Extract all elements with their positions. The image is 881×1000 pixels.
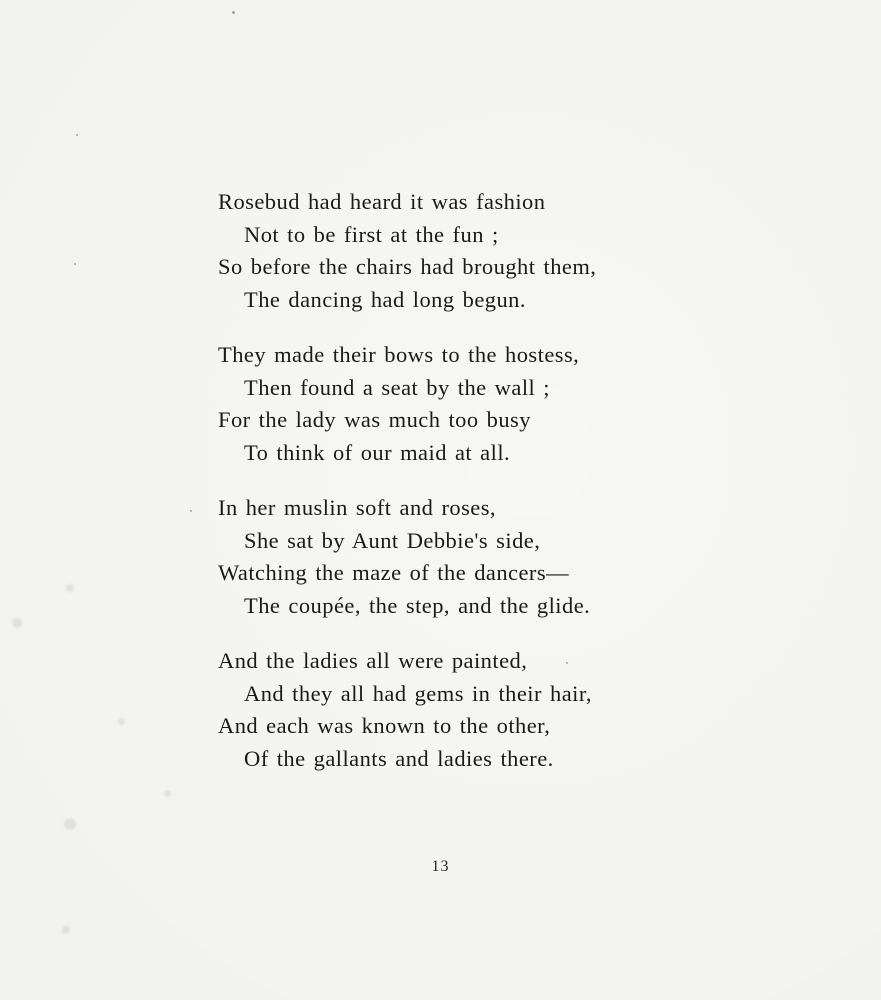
paper-scuff (62, 926, 70, 934)
poem-line: They made their bows to the hostess, (218, 342, 580, 367)
paper-speck (74, 263, 76, 265)
poem-line: So before the chairs had brought them, (218, 254, 597, 279)
poem-line: And the ladies all were painted, (218, 648, 528, 673)
paper-speck (76, 134, 78, 136)
poem-line: To think of our maid at all. (244, 439, 511, 465)
page-number: 13 (431, 858, 450, 875)
paper-scuff (164, 790, 171, 797)
poem-line: She sat by Aunt Debbie's side, (244, 527, 541, 553)
poem-line: For the lady was much too busy (218, 407, 531, 432)
stanza (218, 645, 838, 775)
poem-line: The dancing had long begun. (244, 286, 526, 312)
paper-speck (190, 510, 192, 512)
poem-line: And they all had gems in their hair, (244, 680, 592, 706)
poem-line: The coupée, the step, and the glide. (244, 592, 591, 618)
poem-line: And each was known to the other, (218, 713, 551, 738)
stanza (218, 492, 838, 622)
paper-scuff (118, 718, 125, 725)
stanza (218, 339, 838, 469)
poem-line: Not to be first at the fun ; (244, 221, 499, 247)
poem-line: Watching the maze of the dancers— (218, 560, 570, 585)
poem-line: Of the gallants and ladies there. (244, 745, 554, 771)
paper-speck (232, 11, 235, 14)
poem-line: Then found a seat by the wall ; (244, 374, 550, 400)
poem-line: In her muslin soft and roses, (218, 495, 497, 520)
paper-scuff (64, 818, 76, 830)
paper-scuff (12, 618, 22, 628)
paper-scuff (66, 584, 74, 592)
poem (218, 186, 838, 798)
stanza (218, 186, 838, 316)
poem-line: Rosebud had heard it was fashion (218, 189, 546, 214)
